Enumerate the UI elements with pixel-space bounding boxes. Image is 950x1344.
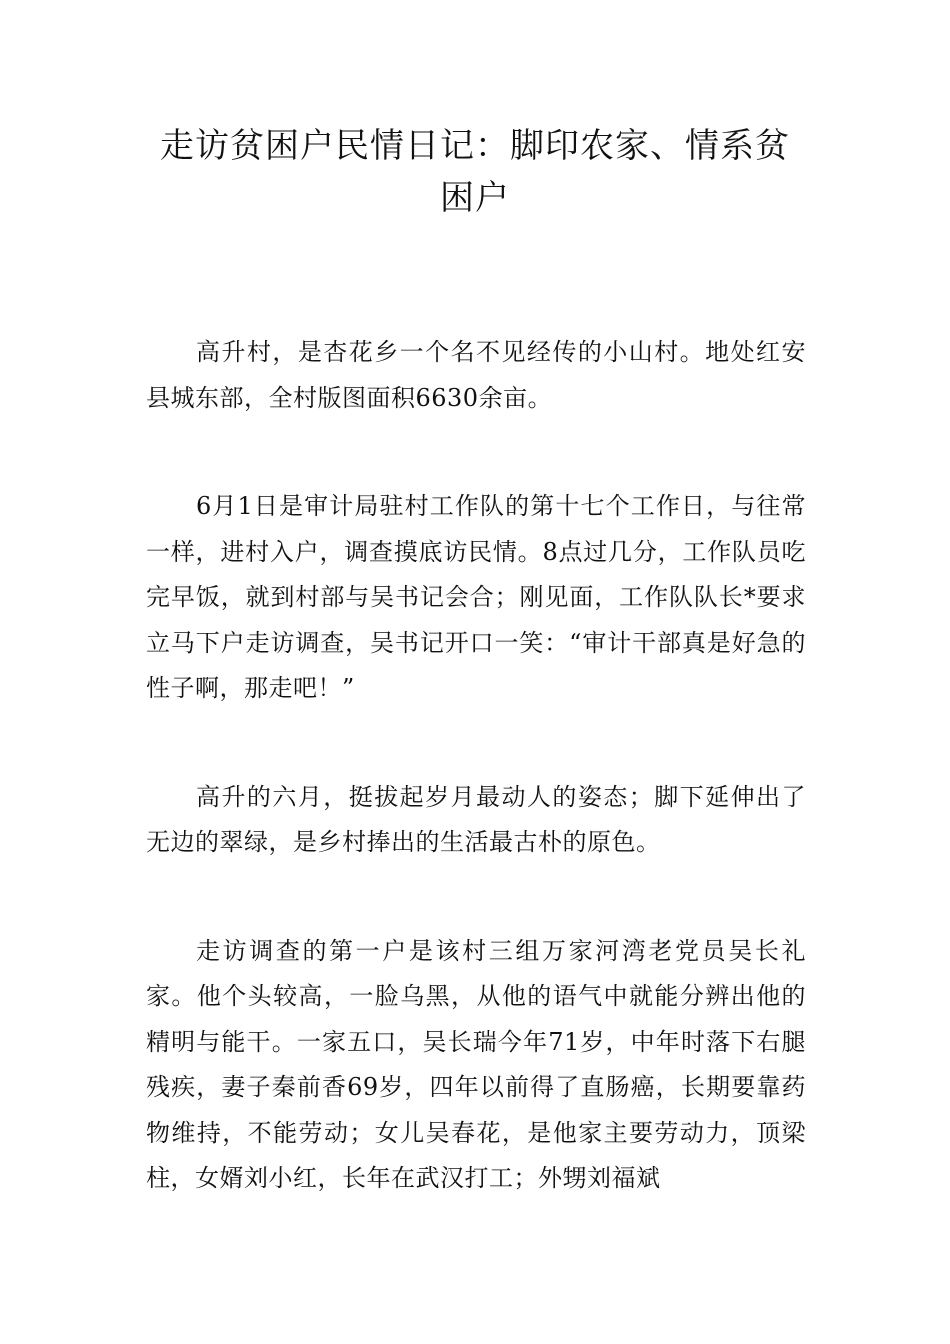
document-title: 走访贫困户民情日记：脚印农家、情系贫困户 bbox=[160, 126, 790, 218]
paragraph-1: 高升村，是杏花乡一个名不见经传的小山村。地处红安县城东部，全村版图面积6630余亩。 bbox=[146, 338, 806, 412]
paragraph-4: 走访调查的第一户是该村三组万家河湾老党员吴长礼家。他个头较高，一脸乌黑，从他的语气中就能分辨出他的精明与能干。一家五口，吴长瑞今年71岁，中年时落下右腿残疾，妻子秦前香69岁，四年以前得了直肠癌，长期要靠药物维持，不能劳动；女儿吴春花，是他家主要劳动力，顶梁柱，女婿刘小红，长年在武汉打工；外甥刘福斌 bbox=[146, 936, 806, 1192]
document-body bbox=[146, 330, 806, 1265]
paragraph-3: 高升的六月，挺拔起岁月最动人的姿态；脚下延伸出了无边的翠绿，是乡村捧出的生活最古朴的原色。 bbox=[146, 782, 806, 856]
paragraph-2: 6月1日是审计局驻村工作队的第十七个工作日，与往常一样，进村入户，调查摸底访民情。8点过几分，工作队员吃完早饭，就到村部与吴书记会合；刚见面，工作队队长*要求立马下户走访调查，吴书记开口一笑：“审计干部真是好急的性子啊，那走吧！” bbox=[146, 492, 806, 702]
